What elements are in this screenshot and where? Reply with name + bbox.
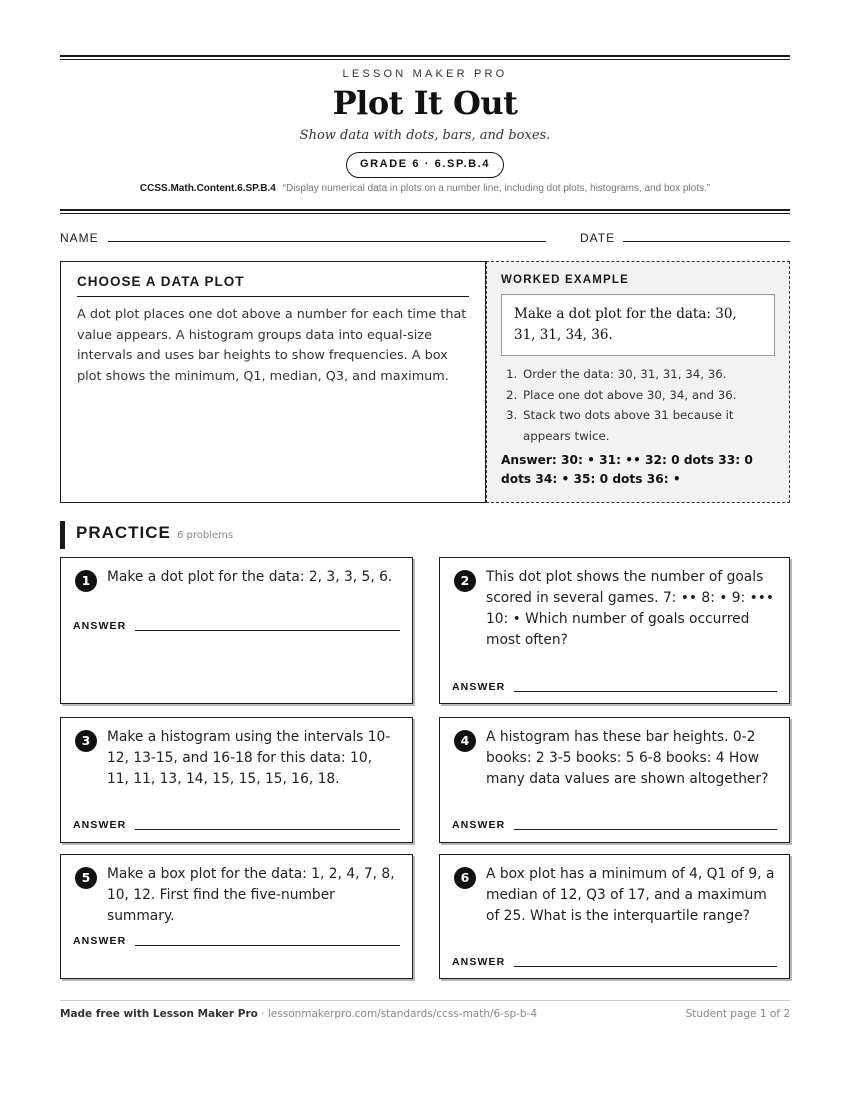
answer-label: ANSWER: [73, 620, 127, 632]
brand-label: LESSON MAKER PRO: [342, 68, 508, 80]
answer-field[interactable]: [135, 630, 400, 631]
page-title: Plot It Out: [332, 84, 518, 122]
practice-heading: PRACTICE: [76, 523, 171, 542]
problem-text: A box plot has a minimum of 4, Q1 of 9, a median of 12, Q3 of 17, and a maximum of 25. What is the interquartile range?: [486, 866, 775, 924]
answer-row: [73, 819, 400, 833]
problem-card-1: [60, 557, 413, 704]
problem-number-badge: 4: [454, 730, 476, 752]
problem-number-badge: 1: [75, 570, 97, 592]
answer-label: ANSWER: [73, 935, 127, 947]
worked-example-problem: Make a dot plot for the data: 30, 31, 31, 34, 36.: [501, 294, 775, 356]
answer-label: ANSWER: [452, 681, 506, 693]
problem-card-4: [439, 717, 790, 843]
name-label: NAME: [60, 231, 99, 245]
answer-row: [73, 620, 400, 634]
problem-number-badge: 3: [75, 730, 97, 752]
problem-number-badge: 5: [75, 867, 97, 889]
worked-example-panel: [486, 261, 790, 503]
problem-text: This dot plot shows the number of goals scored in several games. 7: •• 8: • 9: ••• 10: • Which number of goals occurred most often?: [486, 569, 774, 648]
worked-example-step: 1. Order the data: 30, 31, 31, 34, 36.: [506, 367, 727, 381]
grade-badge: GRADE 6 · 6.SP.B.4: [346, 152, 504, 178]
name-field[interactable]: [108, 241, 546, 242]
header-top-rule: [60, 55, 790, 60]
standard-text: “Display numerical data in plots on a number line, including dot plots, histograms, and box plots.”: [282, 183, 711, 194]
standard-code: CCSS.Math.Content.6.SP.B.4: [139, 183, 276, 194]
worksheet-page: [60, 0, 790, 1100]
date-field[interactable]: [623, 241, 790, 242]
worked-example-step: 3. Stack two dots above 31 because it appears twice.: [506, 408, 734, 443]
footer-credit: [60, 1008, 537, 1020]
answer-label: ANSWER: [73, 819, 127, 831]
answer-row: [73, 935, 400, 949]
problem-card-3: [60, 717, 413, 843]
worked-example-answer: Answer: 30: • 31: •• 32: 0 dots 33: 0 dots 34: • 35: 0 dots 36: •: [501, 453, 753, 486]
concept-title: CHOOSE A DATA PLOT: [77, 274, 469, 297]
worked-example-step: 2. Place one dot above 30, 34, and 36.: [506, 387, 737, 402]
worked-example-steps: [501, 364, 775, 446]
problem-number-badge: 6: [454, 867, 476, 889]
worked-example-title: WORKED EXAMPLE: [501, 274, 629, 286]
answer-field[interactable]: [135, 829, 400, 830]
page-subtitle: Show data with dots, bars, and boxes.: [299, 128, 551, 143]
answer-field[interactable]: [514, 691, 777, 692]
problem-card-2: [439, 557, 790, 704]
answer-label: ANSWER: [452, 819, 506, 831]
answer-row: [452, 819, 777, 833]
date-label: DATE: [580, 231, 616, 245]
problem-text: Make a dot plot for the data: 2, 3, 3, 5, 6.: [107, 569, 393, 585]
answer-field[interactable]: [514, 829, 777, 830]
answer-row: [452, 681, 777, 695]
footer-url[interactable]: · lessonmakerpro.com/standards/ccss-math/6-sp-b-4: [257, 1008, 538, 1020]
footer-page-number: Student page 1 of 2: [685, 1008, 790, 1020]
problem-card-5: [60, 854, 413, 979]
concept-body: A dot plot places one dot above a number for each time that value appears. A histogram groups data into equal-size intervals and uses bar heights to show frequencies. A box plot shows the minimum, Q1, median, Q3, and maximum.: [77, 307, 467, 384]
answer-label: ANSWER: [452, 956, 506, 968]
problem-text: Make a histogram using the intervals 10-12, 13-15, and 16-18 for this data: 10, 11, 11, 13, 14, 15, 15, 15, 16, 18.: [107, 729, 391, 787]
practice-accent-bar: [60, 521, 65, 549]
header-bottom-rule: [60, 209, 790, 214]
problem-number-badge: 2: [454, 570, 476, 592]
answer-field[interactable]: [135, 945, 400, 946]
answer-field[interactable]: [514, 966, 777, 967]
footer-made-with: Made free with Lesson Maker Pro: [60, 1008, 258, 1020]
problem-text: A histogram has these bar heights. 0-2 books: 2 3-5 books: 5 6-8 books: 4 How many data values are shown altogether?: [486, 729, 769, 787]
standard-line: [60, 183, 790, 194]
concept-panel: [60, 261, 486, 503]
footer-rule: [60, 1000, 790, 1001]
answer-row: [452, 956, 777, 970]
practice-count: 6 problems: [177, 530, 234, 541]
problem-text: Make a box plot for the data: 1, 2, 4, 7, 8, 10, 12. First find the five-number summary.: [107, 866, 395, 924]
problem-card-6: [439, 854, 790, 979]
